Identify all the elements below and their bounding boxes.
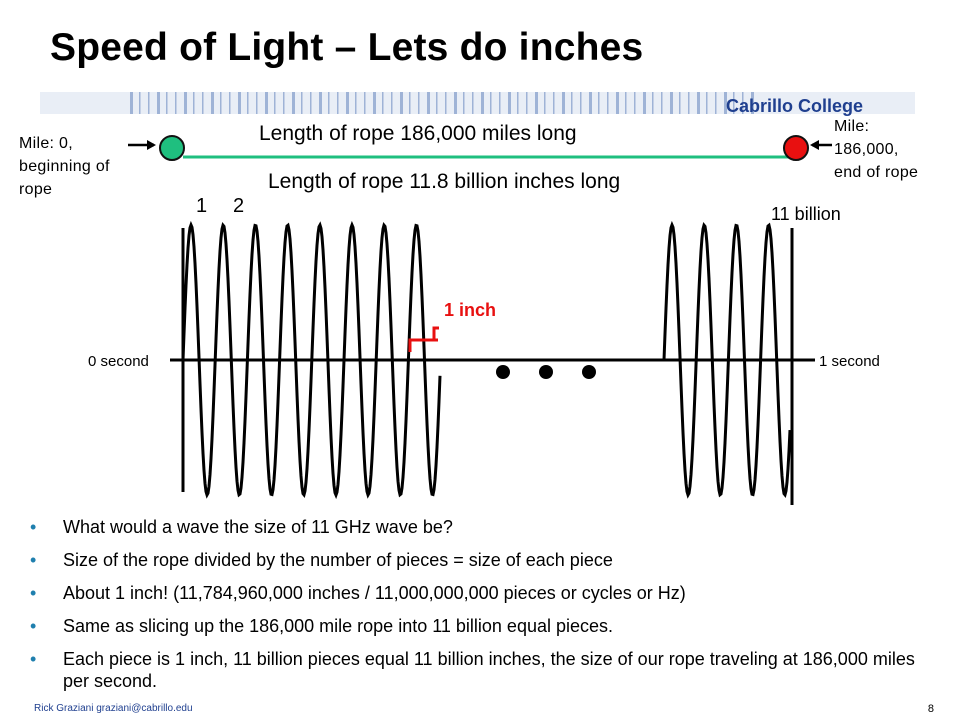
end-arrow-head xyxy=(810,140,819,150)
slide-title: Speed of Light – Lets do inches xyxy=(50,26,644,69)
inch-label: 1 inch xyxy=(444,300,497,320)
bullet-dot-icon: • xyxy=(30,550,37,570)
bullet-item: • Size of the rope divided by the number of pieces = size of each piece xyxy=(30,550,613,570)
cycle-label-1: 1 xyxy=(196,195,208,217)
ellipsis-dot-2 xyxy=(539,365,553,379)
rope-start-dot xyxy=(160,136,184,160)
start-arrow-head xyxy=(147,140,156,150)
cycle-label-2: 2 xyxy=(233,195,245,217)
bullet-dot-icon: • xyxy=(30,616,37,636)
bullet-dot-icon: • xyxy=(30,583,37,603)
college-name: Cabrillo College xyxy=(726,96,864,116)
cycle-label-last: 11 billion xyxy=(771,204,841,224)
bullet-list xyxy=(30,516,940,703)
bullet-dot-icon: • xyxy=(30,517,37,537)
bullet-item: • What would a wave the size of 11 GHz wave be? xyxy=(30,517,453,537)
bullet-item: • Same as slicing up the 186,000 mile rope into 11 billion equal pieces. xyxy=(30,616,614,636)
rope-end-label: Mile: 186,000, end of rope xyxy=(834,118,919,181)
time-end-label: 1 second xyxy=(819,353,880,370)
rope-start-label: Mile: 0, beginning of rope xyxy=(19,135,110,198)
bullet-item: • Each piece is 1 inch, 11 billion pieces equal 11 billion inches, the size of our rope traveling at 186,000 miles per second. xyxy=(30,649,915,691)
rope-inches-label: Length of rope 11.8 billion inches long xyxy=(268,170,621,193)
bullet-item: • About 1 inch! (11,784,960,000 inches / 11,000,000,000 pieces or cycles or Hz) xyxy=(30,583,686,603)
footer-author: Rick Graziani graziani@cabrillo.edu xyxy=(34,703,193,714)
time-start-label: 0 second xyxy=(88,353,149,370)
page-number: 8 xyxy=(927,703,934,715)
ellipsis-dot-3 xyxy=(582,365,596,379)
rope-miles-label: Length of rope 186,000 miles long xyxy=(259,122,577,145)
ellipsis-dot-1 xyxy=(496,365,510,379)
rope-end-dot xyxy=(784,136,808,160)
bullet-dot-icon: • xyxy=(30,649,37,669)
wave-right-group xyxy=(664,225,792,505)
